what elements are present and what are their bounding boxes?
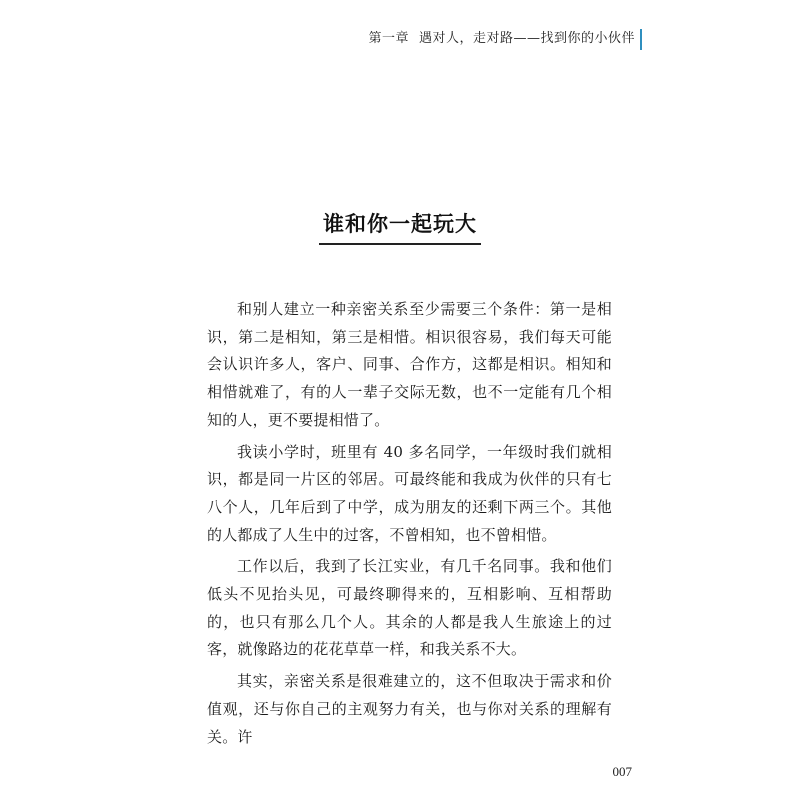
paragraph: 和别人建立一种亲密关系至少需要三个条件：第一是相识，第二是相知，第三是相惜。相识很容易，我们每天可能会认识许多人，客户、同事、合作方，这都是相识。相知和相惜就难了，有的人一辈子交际无数，也不一定能有几个相知的人，更不要提相惜了。 — [207, 300, 612, 429]
section-title: 谁和你一起玩大 — [319, 210, 481, 245]
chapter-number: 第一章 — [368, 31, 409, 46]
paragraph: 其实，亲密关系是很难建立的，这不但取决于需求和价值观，还与你自己的主观努力有关，也与你对关系的理解有关。许 — [207, 672, 612, 746]
paragraph: 我读小学时，班里有 40 多名同学，一年级时我们就相识，都是同一片区的邻居。可最终能和我成为伙伴的只有七八个人，几年后到了中学，成为朋友的还剩下两三个。其他的人都成了人生中的过客，不曾相知，也不曾相惜。 — [207, 442, 612, 544]
chapter-title: 遇对人，走对路——找到你的小伙伴 — [418, 31, 635, 46]
paragraph: 工作以后，我到了长江实业，有几千名同事。我和他们低头不见抬头见，可最终聊得来的，互相影响、互相帮助的，也只有那么几个人。其余的人都是我人生旅途上的过客，就像路边的花花草草一样，和我关系不大。 — [207, 557, 612, 659]
page-number: 007 — [612, 764, 632, 779]
running-header — [368, 30, 635, 48]
section-title-wrap — [0, 210, 800, 245]
header-accent-bar — [640, 29, 642, 50]
body-text — [207, 296, 612, 755]
